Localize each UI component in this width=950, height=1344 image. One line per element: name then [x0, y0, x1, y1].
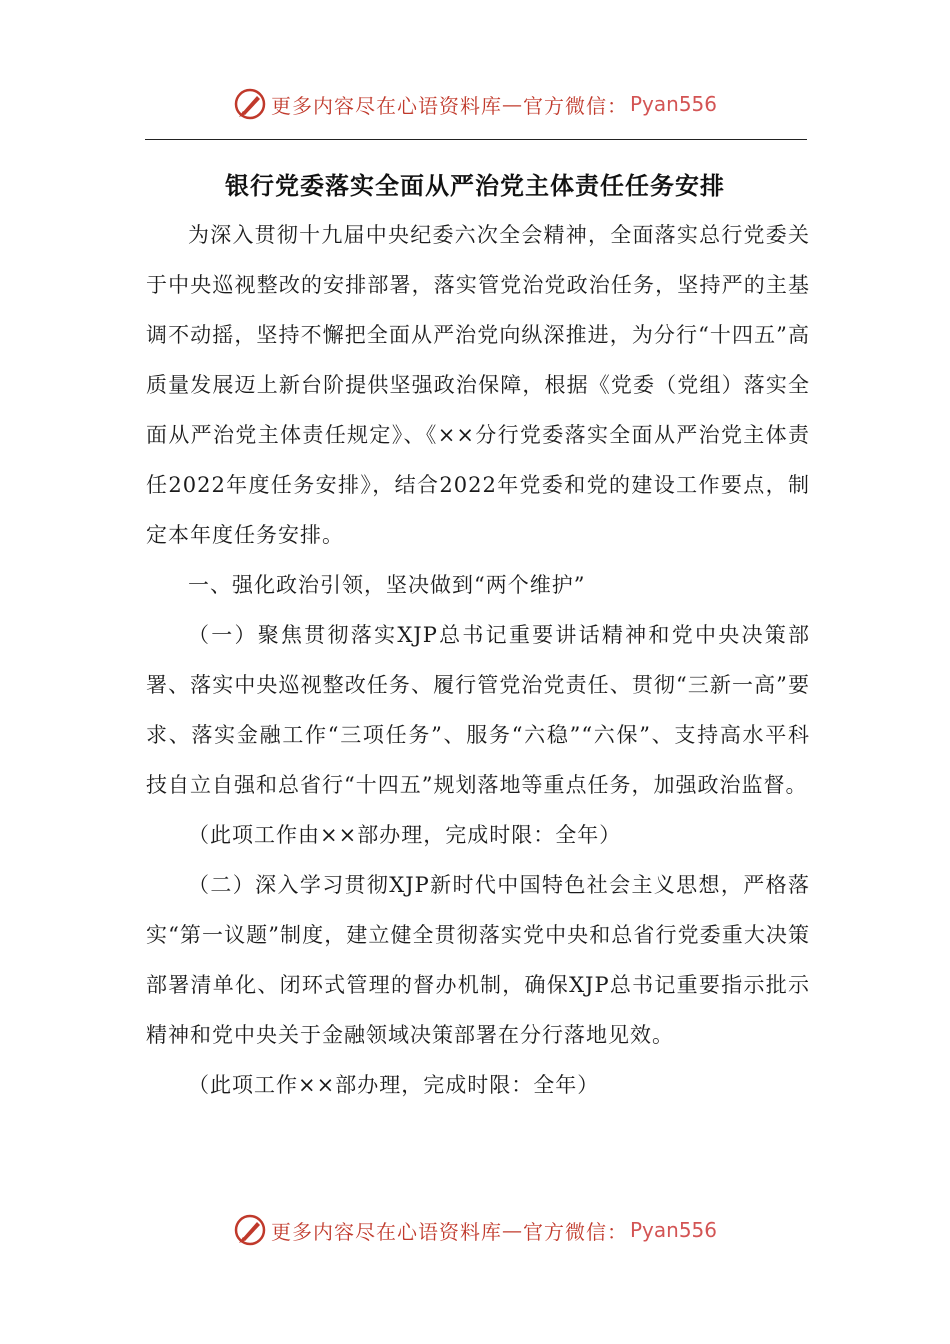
- document-title: 银行党委落实全面从严治党主体责任任务安排: [225, 172, 725, 200]
- item-paragraph: （二）深入学习贯彻XJP新时代中国特色社会主义思想，严格落实“第一议题”制度，建立健全贯彻落实党中央和总省行党委重大决策部署清单化、闭环式管理的督办机制，确保XJP总书记重要指示批示精神和党中央关于金融领域决策部署在分行落地见效。: [146, 873, 810, 1047]
- footer-site-name: 更多内容尽在心语资料库: [270, 1219, 502, 1244]
- header-divider: [145, 139, 807, 140]
- intro-paragraph: 为深入贯彻十九届中央纪委六次全会精神，全面落实总行党委关于中央巡视整改的安排部署，落实管党治党政治任务，坚持严的主基调不动摇，坚持不懈把全面从严治党向纵深推进，为分行“十四五”高质量发展迈上新台阶提供坚强政治保障，根据《党委（党组）落实全面从严治党主体责任规定》、《××分行党委落实全面从严治党主体责任2022年度任务安排》，结合2022年党委和党的建设工作要点，制定本年度任务安排。: [146, 223, 810, 547]
- document-body: [146, 210, 810, 1110]
- item-note: （此项工作××部办理，完成时限：全年）: [188, 1073, 600, 1097]
- header-site-name: 更多内容尽在心语资料库: [270, 93, 502, 118]
- footer-banner: [0, 1210, 950, 1250]
- footer-dash: —: [501, 1218, 523, 1242]
- pen-logo-icon: [233, 1213, 267, 1247]
- header-wechat-label: 官方微信：: [522, 93, 628, 118]
- item-paragraph: （一）聚焦贯彻落实XJP总书记重要讲话精神和党中央决策部署、落实中央巡视整改任务、履行管党治党责任、贯彻“三新一高”要求、落实金融工作“三项任务”、服务“六稳”“六保”、支持高水平科技自立自强和总省行“十四五”规划落地等重点任务，加强政治监督。: [146, 623, 810, 797]
- item-note: （此项工作由××部办理，完成时限：全年）: [188, 823, 622, 847]
- header-banner: [0, 84, 950, 124]
- footer-wechat-id: Pyan556: [629, 1218, 717, 1242]
- section-heading: 一、强化政治引领，坚决做到“两个维护”: [188, 573, 586, 597]
- pen-logo-icon: [233, 87, 267, 121]
- header-wechat-id: Pyan556: [629, 92, 717, 116]
- header-dash: —: [501, 92, 523, 116]
- footer-wechat-label: 官方微信：: [522, 1219, 628, 1244]
